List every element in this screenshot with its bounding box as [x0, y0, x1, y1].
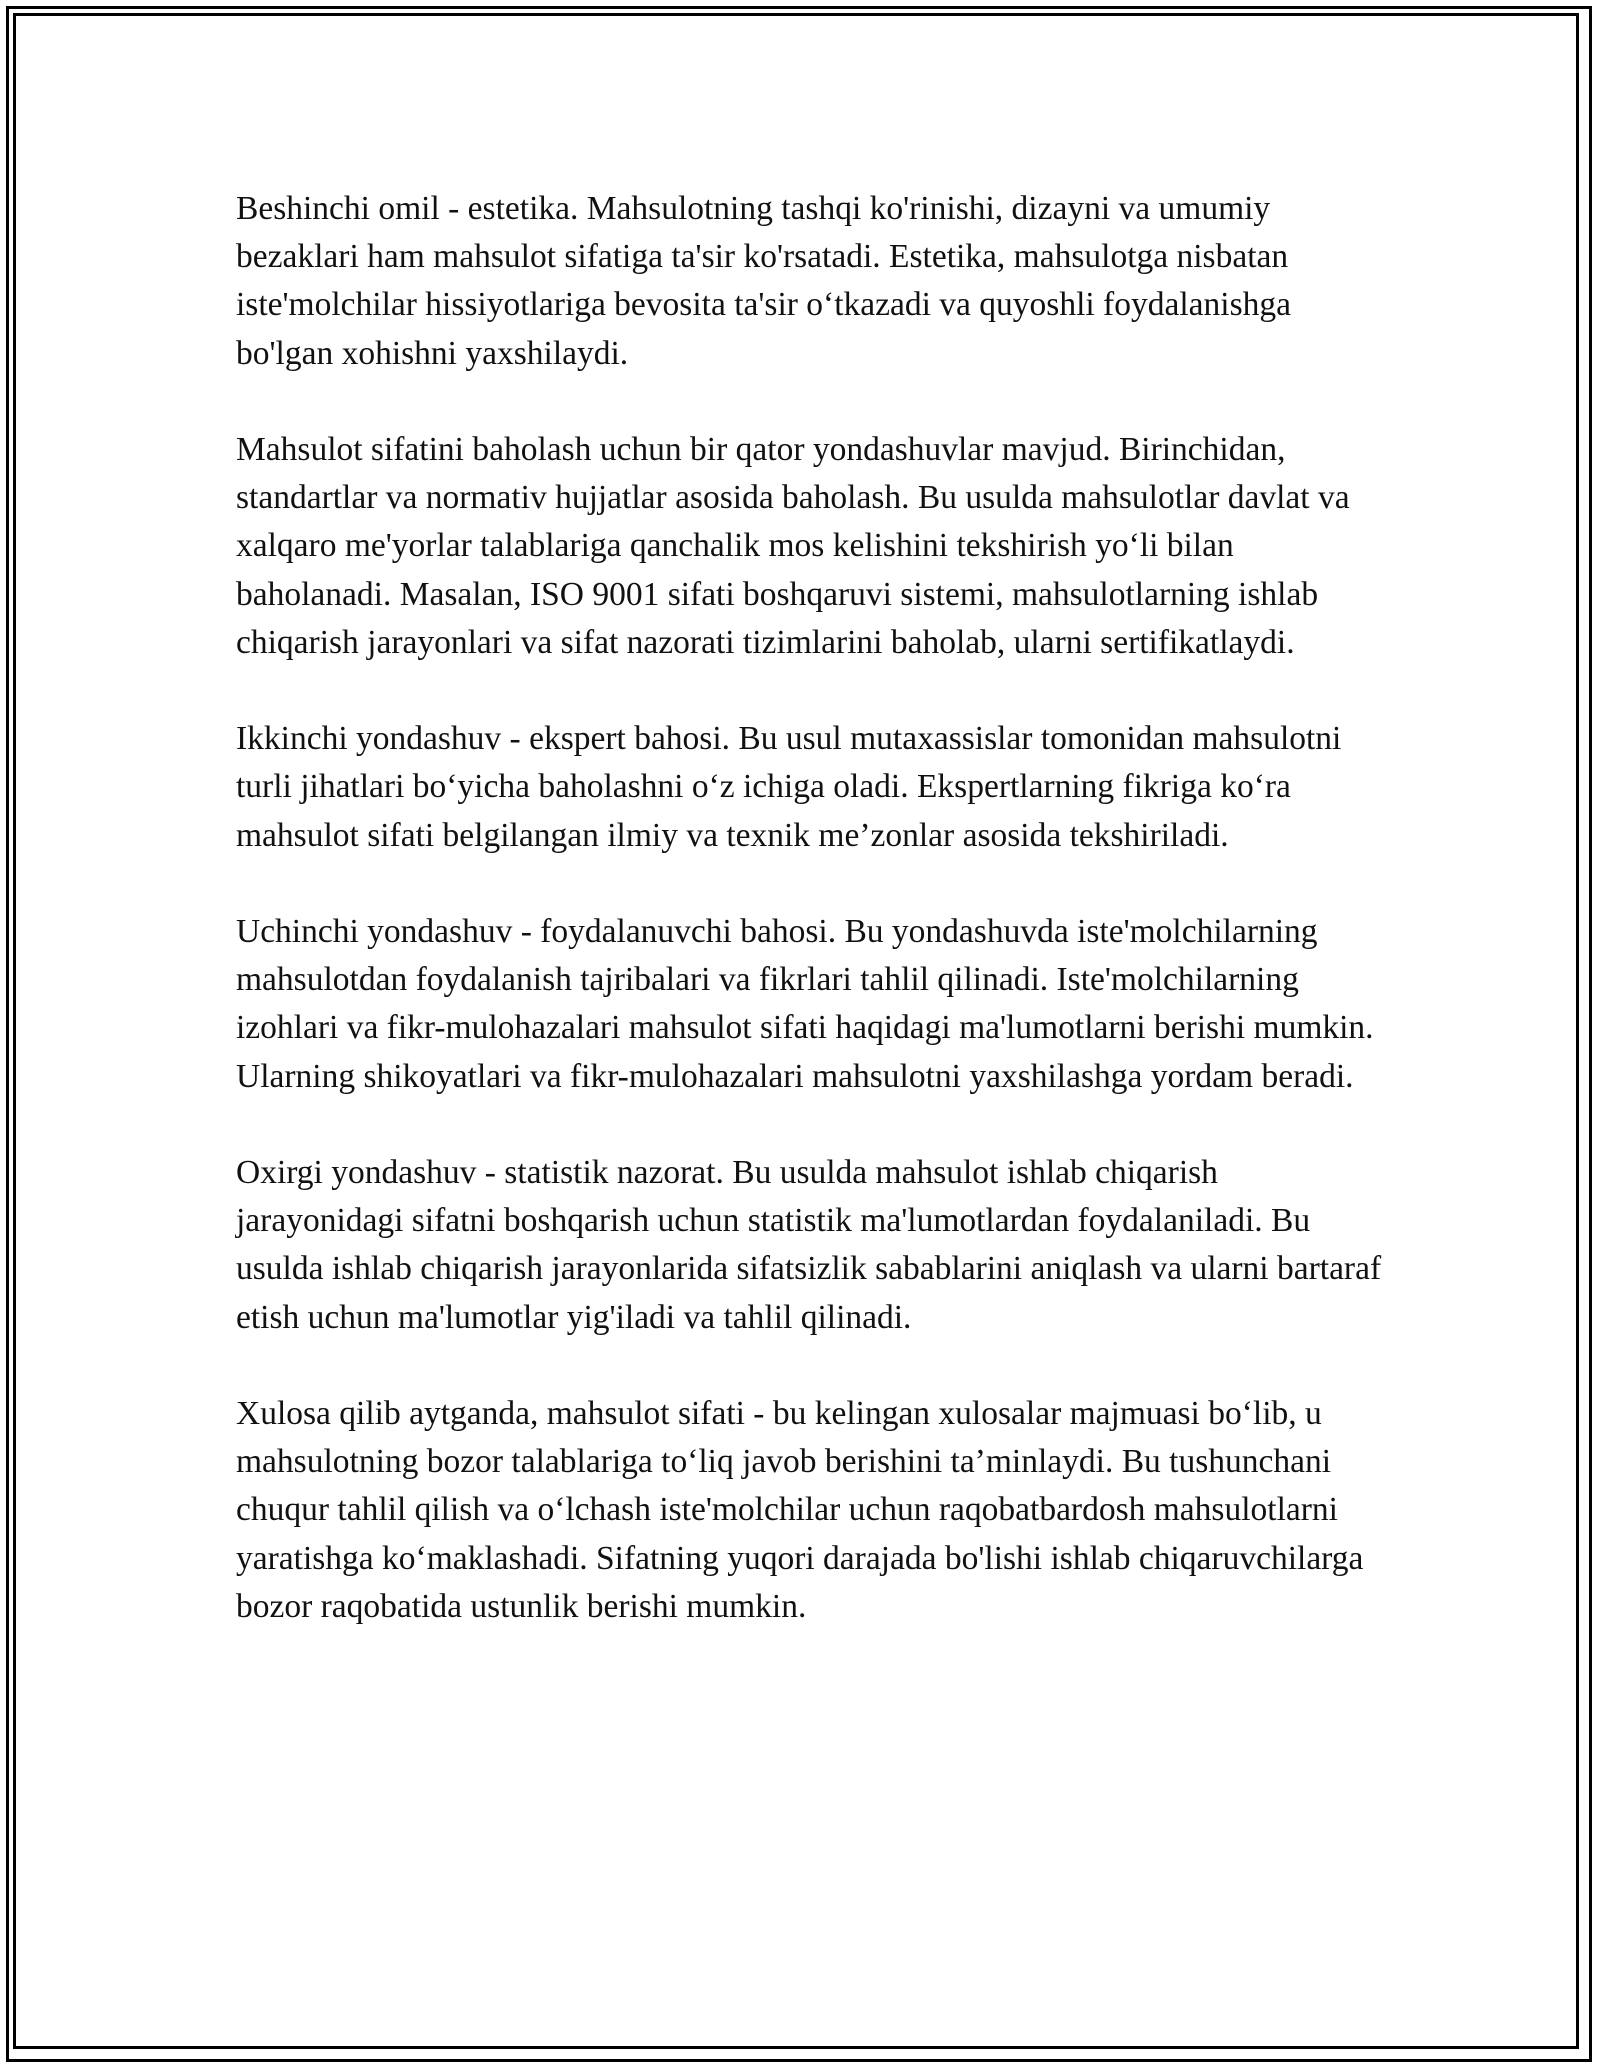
document-body [236, 185, 1386, 1679]
paragraph-aesthetics: Beshinchi omil - estetika. Mahsulotning tashqi ko'rinishi, dizayni va umumiy bezaklari ham mahsulot sifatiga ta'sir ko'rsatadi. Estetika, mahsulotga nisbatan iste'molchilar hissiyotlariga bevosita ta'sir o‘tkazadi va quyoshli foydalanishga bo'lgan xohishni yaxshilaydi. [236, 190, 1291, 372]
paragraph-user-assessment: Uchinchi yondashuv - foydalanuvchi bahosi. Bu yondashuvda iste'molchilarning mahsulotdan foydalanish tajribalari va fikrlari tahlil qilinadi. Iste'molchilarning izohlari va fikr-mulohazalari mahsulot sifati haqidagi ma'lumotlarni berishi mumkin. Ularning shikoyatlari va fikr-mulohazalari mahsulotni yaxshilashga yordam beradi. [236, 913, 1374, 1095]
paragraph-statistical-control: Oxirgi yondashuv - statistik nazorat. Bu usulda mahsulot ishlab chiqarish jarayonidagi sifatni boshqarish uchun statistik ma'lumotlardan foydalaniladi. Bu usulda ishlab chiqarish jarayonlarida sifatsizlik sabablarini aniqlash va ularni bartaraf etish uchun ma'lumotlar yig'iladi va tahlil qilinadi. [236, 1154, 1382, 1336]
paragraph-conclusion: Xulosa qilib aytganda, mahsulot sifati - bu kelingan xulosalar majmuasi bo‘lib, u mahsulotning bozor talablariga to‘liq javob berishini ta’minlaydi. Bu tushunchani chuqur tahlil qilish va o‘lchash iste'molchilar uchun raqobatbardosh mahsulotlarni yaratishga ko‘maklashadi. Sifatning yuqori darajada bo'lishi ishlab chiqaruvchilarga bozor raqobatida ustunlik berishi mumkin. [236, 1395, 1364, 1625]
paragraph-expert-assessment: Ikkinchi yondashuv - ekspert bahosi. Bu usul mutaxassislar tomonidan mahsulotni turli jihatlari bo‘yicha baholashni o‘z ichiga oladi. Ekspertlarning fikriga ko‘ra mahsulot sifati belgilangan ilmiy va texnik me’zonlar asosida tekshiriladi. [236, 720, 1342, 854]
paragraph-standards-assessment: Mahsulot sifatini baholash uchun bir qator yondashuvlar mavjud. Birinchidan, standartlar va normativ hujjatlar asosida baholash. Bu usulda mahsulotlar davlat va xalqaro me'yorlar talablariga qanchalik mos kelishini tekshirish yo‘li bilan baholanadi. Masalan, ISO 9001 sifati boshqaruvi sistemi, mahsulotlarning ishlab chiqarish jarayonlari va sifat nazorati tizimlarini baholab, ularni sertifikatlaydi. [236, 431, 1350, 661]
